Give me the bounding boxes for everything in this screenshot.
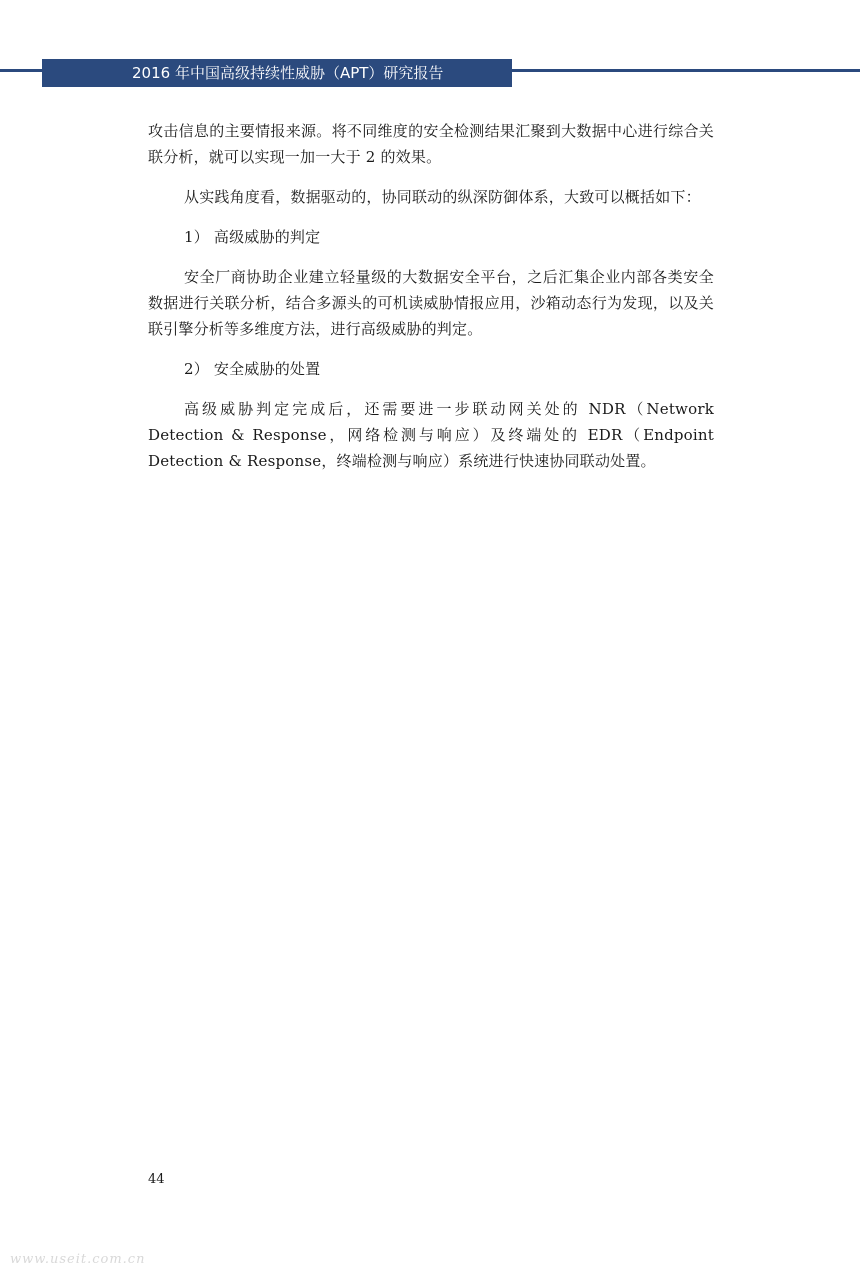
watermark: www.useit.com.cn <box>10 1252 146 1267</box>
list-text-1: 安全厂商协助企业建立轻量级的大数据安全平台，之后汇集企业内部各类安全数据进行关联分析，结合多源头的可机读威胁情报应用，沙箱动态行为发现，以及关联引擎分析等多维度方法，进行高级威胁的判定。 <box>148 268 714 338</box>
running-header <box>42 59 512 87</box>
report-title: 2016 年中国高级持续性威胁（APT）研究报告 <box>132 64 444 82</box>
page-number: 44 <box>148 1172 165 1187</box>
list-text-2: 高级威胁判定完成后，还需要进一步联动网关处的 NDR（Network Detection & Response，网络检测与响应）及终端处的 EDR（Endpoint Detection & Response，终端检测与响应）系统进行快速协同联动处置。 <box>148 400 714 470</box>
list-heading-2: 2） 安全威胁的处置 <box>184 360 321 378</box>
paragraph-continuation: 攻击信息的主要情报来源。将不同维度的安全检测结果汇聚到大数据中心进行综合关联分析，就可以实现一加一大于 2 的效果。 <box>148 122 714 166</box>
paragraph-intro: 从实践角度看，数据驱动的，协同联动的纵深防御体系，大致可以概括如下： <box>184 188 701 206</box>
page-body <box>148 118 714 488</box>
list-heading-1: 1） 高级威胁的判定 <box>184 228 321 246</box>
